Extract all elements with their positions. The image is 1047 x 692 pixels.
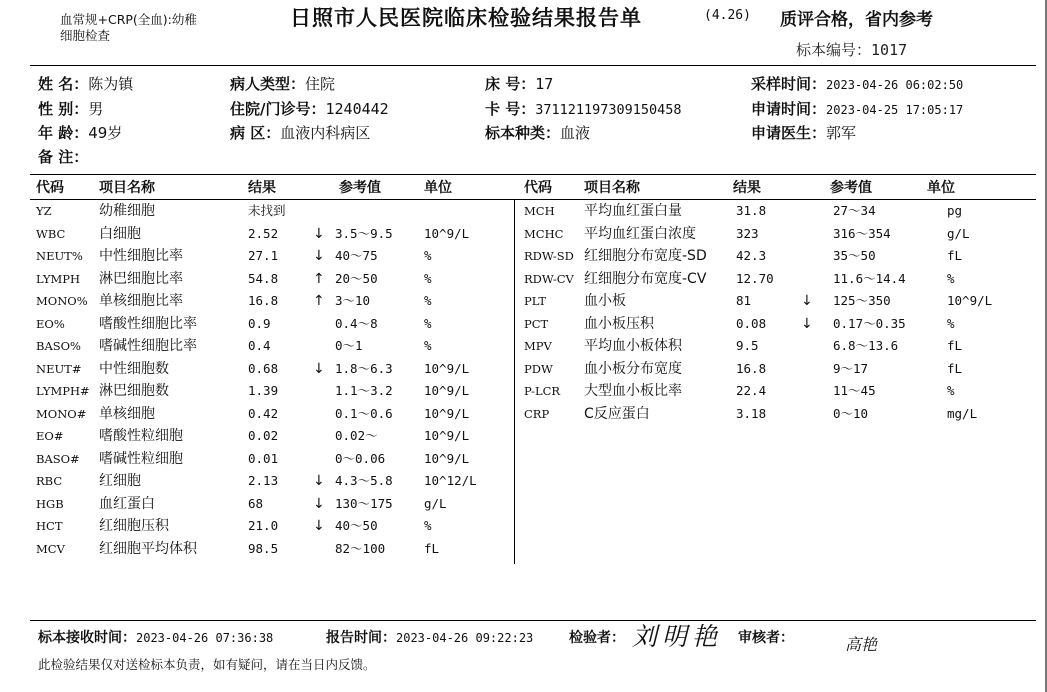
cell-result: 0.42 [248, 405, 279, 421]
patient-note: 备 注： [38, 148, 89, 166]
footer-top-line [30, 620, 1036, 621]
receive-time: 标本接收时间：2023-04-26 07:36:38 [38, 630, 274, 646]
cell-flag: ↓ [313, 360, 325, 377]
table-row [0, 493, 1047, 515]
col-result: 结果 [248, 180, 276, 196]
cell-name: 血小板分布宽度 [584, 360, 682, 377]
cell-result: 31.8 [736, 203, 767, 218]
cell-ref: 6.8～13.6 [833, 338, 899, 353]
cell-result: 16.8 [248, 293, 279, 308]
cell-code: BASO% [36, 339, 81, 353]
col-name: 项目名称 [584, 180, 640, 196]
cell-result: 42.3 [736, 248, 767, 263]
table-row [0, 515, 1047, 537]
cell-code: YZ [36, 204, 52, 218]
cell-code: LYMPH [36, 271, 81, 286]
cell-unit: fL [947, 338, 963, 353]
cell-ref: 0～1 [335, 338, 363, 353]
cell-code: LYMPH# [36, 384, 90, 398]
cell-code: RDW-SD [524, 249, 574, 263]
patient-age-value: 49岁 [88, 124, 123, 142]
col-ref: 参考值 [339, 180, 381, 196]
cell-unit: % [424, 338, 432, 353]
test-name-line1: 血常规+CRP(全血):幼稚 [60, 12, 197, 27]
cell-unit: 10^9/L [424, 450, 470, 466]
disclaimer: 此检验结果仅对送检标本负责，如有疑问，请在当日内反馈。 [38, 657, 376, 672]
cell-unit: % [424, 293, 432, 308]
cell-result: 54.8 [248, 270, 279, 286]
cell-unit: 10^9/L [947, 293, 993, 308]
cell-unit: % [424, 248, 432, 263]
cell-unit: 10^9/L [424, 428, 470, 443]
cell-code: MCV [36, 541, 65, 556]
sample-number-value: 1017 [871, 41, 908, 59]
patient-name-value: 陈为镇 [88, 75, 134, 93]
cell-flag: ↓ [313, 248, 325, 264]
cell-unit: 10^12/L [424, 473, 477, 488]
cell-name: 血红蛋白 [99, 495, 155, 512]
col-unit: 单位 [424, 180, 452, 196]
cell-name: 中性细胞比率 [99, 248, 183, 264]
cell-name: 淋巴细胞数 [99, 383, 169, 399]
table-row [0, 313, 1047, 335]
cell-ref: 0～10 [833, 405, 869, 421]
cell-unit: % [424, 518, 432, 533]
cell-ref: 82～100 [335, 540, 386, 556]
col-ref: 参考值 [830, 180, 872, 196]
table-row [0, 268, 1047, 290]
col-unit: 单位 [927, 180, 955, 196]
cell-result: 2.13 [248, 473, 279, 488]
cell-unit: g/L [424, 495, 447, 511]
specimen-type-value: 血液 [560, 124, 591, 142]
table-row [0, 200, 1047, 222]
tester: 检验者： [569, 630, 625, 646]
reviewer-signature: 高艳 [845, 635, 878, 654]
cell-ref: 4.3～5.8 [335, 473, 393, 488]
cell-flag: ↑ [313, 293, 325, 309]
cell-result: 81 [736, 293, 752, 308]
cell-code: HGB [36, 496, 64, 511]
cell-ref: 40～50 [335, 518, 378, 533]
cell-result: 0.9 [248, 315, 271, 331]
cell-result: 3.18 [736, 405, 767, 421]
cell-flag: ↓ [313, 473, 325, 489]
cell-code: PDW [524, 361, 553, 376]
table-row [0, 380, 1047, 402]
cell-ref: 316～354 [833, 225, 891, 241]
cell-name: 红细胞平均体积 [99, 540, 197, 557]
cell-code: HCT [36, 519, 63, 533]
cell-name: C反应蛋白 [584, 405, 650, 422]
cell-result: 9.5 [736, 338, 759, 353]
cell-code: RBC [36, 474, 63, 488]
cell-unit: % [947, 270, 955, 286]
cell-name: 幼稚细胞 [99, 203, 155, 219]
cell-unit: fL [947, 248, 963, 263]
cell-name: 嗜碱性细胞比率 [99, 338, 197, 354]
cell-unit: 10^9/L [424, 225, 470, 241]
cell-unit: % [424, 315, 432, 331]
cell-ref: 20～50 [335, 270, 378, 286]
cell-ref: 11～45 [833, 383, 876, 398]
request-time-value: 2023-04-25 17:05:17 [826, 103, 964, 117]
table-row [0, 223, 1047, 245]
cell-name: 血小板压积 [584, 315, 654, 332]
request-doctor: 申请医生：郭军 [751, 124, 857, 142]
col-name: 项目名称 [99, 180, 155, 196]
reviewer: 审核者： [738, 630, 794, 646]
cell-result: 323 [736, 225, 759, 241]
cell-ref: 125～350 [833, 293, 891, 308]
cell-name: 红细胞分布宽度-SD [584, 248, 707, 264]
col-result: 结果 [733, 180, 761, 196]
request-time: 申请时间：2023-04-25 17:05:17 [751, 100, 964, 118]
cell-code: WBC [36, 226, 66, 241]
cell-ref: 0.17～0.35 [833, 315, 906, 331]
cell-result: 0.01 [248, 450, 279, 466]
report-time-value: 2023-04-26 09:22:23 [396, 631, 534, 645]
cell-result: 12.70 [736, 270, 774, 286]
patient-age: 年 龄：49岁 [38, 124, 123, 142]
ward-value: 血液内科病区 [280, 124, 371, 142]
cell-unit: % [947, 315, 955, 331]
sample-number [796, 39, 907, 60]
cell-unit: mg/L [947, 405, 978, 421]
cell-result: 0.4 [248, 338, 271, 353]
cell-unit: % [947, 383, 955, 398]
cell-ref: 0.02～ [335, 428, 378, 443]
cell-ref: 130～175 [335, 495, 393, 511]
cell-result: 0.68 [248, 360, 279, 376]
card-number-value: 371121197309150458 [535, 102, 682, 118]
cell-code: BASO# [36, 451, 80, 466]
table-row [0, 290, 1047, 312]
date-tag: (4.26) [704, 8, 751, 23]
cell-result: 16.8 [736, 360, 767, 376]
cell-flag: ↓ [313, 495, 325, 512]
admission-number: 住院/门诊号：1240442 [230, 100, 389, 118]
cell-unit: % [424, 270, 432, 286]
quality-statement: 质评合格，省内参考 [780, 10, 933, 30]
cell-result: 2.52 [248, 225, 279, 241]
cell-result: 0.08 [736, 315, 767, 331]
patient-type: 病人类型：住院 [230, 75, 336, 93]
cell-name: 单核细胞 [99, 405, 155, 422]
cell-flag: ↑ [313, 270, 325, 287]
header-divider [30, 65, 1036, 66]
ward: 病 区：血液内科病区 [230, 124, 371, 142]
cell-ref: 11.6～14.4 [833, 270, 906, 286]
cell-result: 0.02 [248, 428, 279, 443]
cell-ref: 3～10 [335, 293, 371, 308]
cell-ref: 3.5～9.5 [335, 225, 393, 241]
cell-unit: 10^9/L [424, 360, 470, 376]
cell-flag: ↓ [801, 293, 813, 309]
cell-unit: fL [947, 360, 963, 376]
cell-ref: 1.1～3.2 [335, 383, 393, 398]
cell-code: MCHC [524, 226, 564, 241]
cell-result: 27.1 [248, 248, 279, 263]
cell-result: 68 [248, 495, 264, 511]
collect-time: 采样时间：2023-04-26 06:02:50 [751, 75, 964, 93]
cell-name: 嗜酸性细胞比率 [99, 315, 197, 332]
patient-sex: 性 别：男 [38, 100, 104, 118]
report-time: 报告时间：2023-04-26 09:22:23 [326, 630, 534, 646]
patient-type-value: 住院 [305, 75, 336, 93]
table-row [0, 403, 1047, 425]
cell-flag: ↓ [313, 518, 325, 534]
admission-number-value: 1240442 [325, 100, 389, 118]
col-code: 代码 [36, 180, 64, 196]
cell-flag: ↓ [801, 315, 813, 332]
cell-code: MONO# [36, 406, 87, 421]
cell-name: 血小板 [584, 293, 626, 309]
bed-number-value: 17 [535, 75, 554, 93]
col-code: 代码 [524, 180, 552, 196]
cell-code: PCT [524, 316, 549, 331]
specimen-type: 标本种类：血液 [485, 124, 591, 142]
cell-name: 红细胞 [99, 473, 141, 489]
cell-result: 22.4 [736, 383, 767, 398]
table-top-line [30, 174, 1036, 175]
cell-ref: 35～50 [833, 248, 876, 263]
cell-code: EO# [36, 429, 64, 443]
cell-name: 单核细胞比率 [99, 293, 183, 309]
cell-ref: 1.8～6.3 [335, 360, 393, 376]
cell-name: 淋巴细胞比率 [99, 270, 183, 287]
cell-name: 平均血小板体积 [584, 338, 682, 354]
table-row [0, 538, 1047, 560]
cell-ref: 40～75 [335, 248, 378, 263]
cell-code: EO% [36, 316, 65, 331]
cell-code: NEUT# [36, 361, 82, 376]
cell-result: 21.0 [248, 518, 279, 533]
cell-unit: 10^9/L [424, 383, 470, 398]
cell-name: 中性细胞数 [99, 360, 169, 377]
request-doctor-value: 郭军 [826, 124, 857, 142]
cell-name: 嗜碱性粒细胞 [99, 450, 183, 467]
cell-unit: fL [424, 540, 440, 556]
cell-name: 大型血小板比率 [584, 383, 682, 399]
cell-code: NEUT% [36, 249, 83, 263]
cell-code: P-LCR [524, 384, 561, 398]
bed-number: 床 号：17 [485, 75, 554, 93]
cell-code: CRP [524, 406, 550, 421]
table-row [0, 358, 1047, 380]
cell-ref: 0.4～8 [335, 315, 378, 331]
cell-ref: 0.1～0.6 [335, 405, 393, 421]
cell-unit: pg [947, 203, 963, 218]
table-row [0, 335, 1047, 357]
cell-result: 未找到 [248, 203, 286, 218]
cell-code: MCH [524, 204, 555, 218]
cell-ref: 0～0.06 [335, 450, 386, 466]
table-row [0, 448, 1047, 470]
card-number: 卡 号：371121197309150458 [485, 100, 682, 118]
cell-name: 平均血红蛋白浓度 [584, 225, 696, 242]
cell-flag: ↓ [313, 225, 325, 242]
cell-name: 红细胞压积 [99, 518, 169, 534]
collect-time-value: 2023-04-26 06:02:50 [826, 78, 964, 92]
cell-code: PLT [524, 294, 547, 308]
sample-number-label: 标本编号： [796, 41, 872, 59]
cell-name: 红细胞分布宽度-CV [584, 270, 707, 287]
patient-sex-value: 男 [88, 100, 104, 118]
table-row [0, 470, 1047, 492]
report-title: 日照市人民医院临床检验结果报告单 [290, 6, 642, 30]
cell-code: RDW-CV [524, 271, 574, 286]
receive-time-value: 2023-04-26 07:36:38 [136, 631, 274, 645]
tester-signature: 刘明艳 [632, 622, 723, 651]
test-name-line2: 细胞检查 [60, 28, 111, 43]
cell-name: 嗜酸性粒细胞 [99, 428, 183, 444]
cell-unit: 10^9/L [424, 405, 470, 421]
cell-name: 白细胞 [99, 225, 141, 242]
cell-result: 1.39 [248, 383, 279, 398]
cell-result: 98.5 [248, 540, 279, 556]
cell-code: MONO% [36, 294, 88, 308]
cell-code: MPV [524, 339, 552, 353]
cell-unit: g/L [947, 225, 970, 241]
table-row [0, 425, 1047, 447]
patient-name: 姓 名：陈为镇 [38, 75, 134, 93]
cell-ref: 9～17 [833, 360, 869, 376]
cell-ref: 27～34 [833, 203, 876, 218]
table-row [0, 245, 1047, 267]
cell-name: 平均血红蛋白量 [584, 203, 682, 219]
